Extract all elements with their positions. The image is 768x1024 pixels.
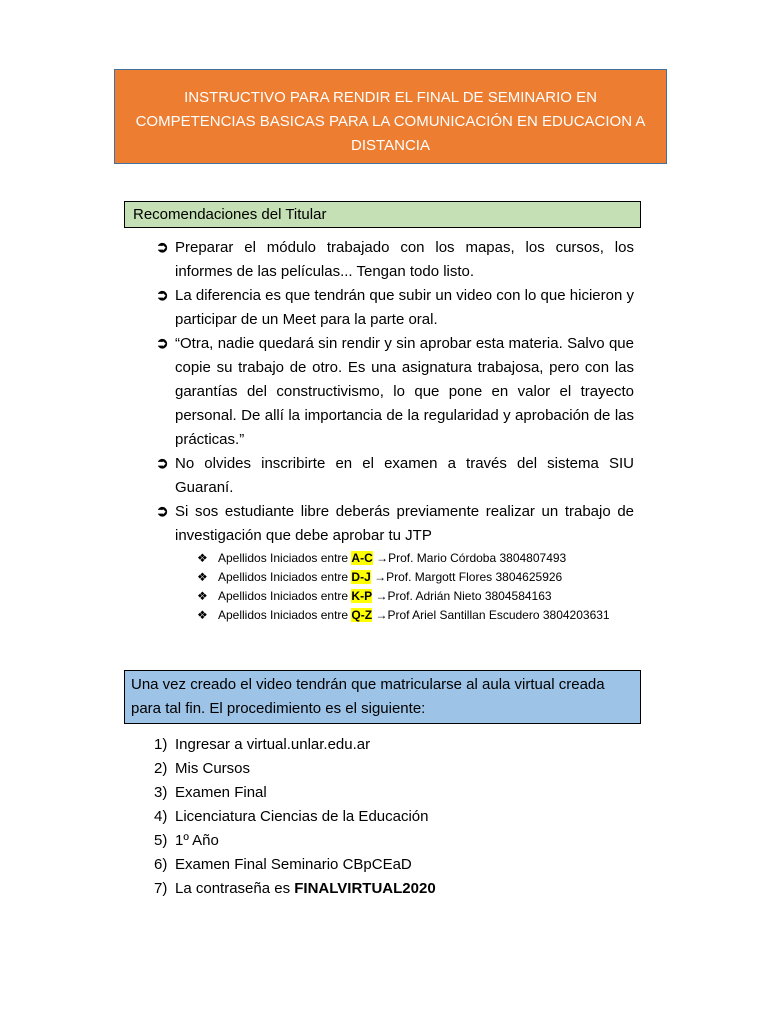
diamond-bullet-icon: ❖ [197,589,208,603]
recommendation-item [156,332,634,452]
step-number: 6) [154,856,168,873]
right-arrow-icon: → [374,570,387,584]
recommendation-text: Si sos estudiante libre deberás previamente realizar un trabajo de investigación que debe aprobar tu JTP [175,503,634,544]
step-number: 2) [154,760,168,777]
step-text: Licenciatura Ciencias de la Educación [175,808,429,825]
jtp-prefix: Apellidos Iniciados entre [218,589,352,603]
title-line-3: DISTANCIA [351,137,430,154]
procedure-heading: Una vez creado el video tendrán que matricularse al aula virtual creada para tal fin. El procedimiento es el siguiente: [124,670,641,724]
jtp-contact-item [197,587,657,606]
recommendation-text: Preparar el módulo trabajado con los mapas, los cursos, los informes de las películas... Tengan todo listo. [175,239,634,280]
recommendation-item [156,236,634,284]
diamond-bullet-icon: ❖ [197,608,208,622]
procedure-step [154,781,436,805]
arrow-bullet-icon: ➲ [156,503,169,520]
arrow-bullet-icon: ➲ [156,335,169,352]
recommendation-text: No olvides inscribirte en el examen a través del sistema SIU Guaraní. [175,455,634,496]
arrow-bullet-icon: ➲ [156,239,169,256]
procedure-step [154,733,436,757]
step-text: Examen Final Seminario CBpCEaD [175,856,412,873]
jtp-contact: Prof. Margott Flores 3804625926 [386,570,563,584]
recommendation-item [156,452,634,500]
procedure-step [154,757,436,781]
jtp-prefix: Apellidos Iniciados entre [218,570,352,584]
right-arrow-icon: → [375,589,388,603]
title-line-1: INSTRUCTIVO PARA RENDIR EL FINAL DE SEMINARIO EN [184,89,597,106]
surname-range-highlight: D-J [351,570,371,584]
step-text: La contraseña es [175,880,295,897]
step-text: Examen Final [175,784,267,801]
recommendation-text: La diferencia es que tendrán que subir un video con lo que hicieron y participar de un Meet para la parte oral. [175,287,634,328]
procedure-step [154,829,436,853]
step-text: Mis Cursos [175,760,251,777]
jtp-prefix: Apellidos Iniciados entre [218,551,352,565]
procedure-step [154,853,436,877]
step-number: 7) [154,880,168,897]
procedure-steps-list [154,733,436,901]
diamond-bullet-icon: ❖ [197,570,208,584]
step-number: 5) [154,832,168,849]
password-value: FINALVIRTUAL2020 [294,880,436,897]
recommendations-heading: Recomendaciones del Titular [124,201,641,228]
diamond-bullet-icon: ❖ [197,551,208,565]
right-arrow-icon: → [376,551,389,565]
recommendation-text: “Otra, nadie quedará sin rendir y sin aprobar esta materia. Salvo que copie su trabajo de otro. Es una asignatura trabajosa, pero con las garantías del constructivismo, lo que pone en valor el trayecto personal. De allí la importancia de la regularidad y aprobación de las prácticas.” [175,335,634,448]
recommendations-list [156,236,634,548]
jtp-contact: Prof. Adrián Nieto 3804584163 [387,589,552,603]
jtp-contact-item [197,606,657,625]
procedure-step [154,877,436,901]
procedure-step [154,805,436,829]
step-number: 1) [154,736,168,753]
step-text: 1º Año [175,832,219,849]
surname-range-highlight: Q-Z [351,608,373,622]
right-arrow-icon: → [375,608,388,622]
recommendation-item [156,284,634,332]
document-title-box [114,69,667,164]
jtp-contact-item [197,549,657,568]
recommendation-item [156,500,634,548]
jtp-prefix: Apellidos Iniciados entre [218,608,352,622]
surname-range-highlight: K-P [351,589,373,603]
step-number: 4) [154,808,168,825]
jtp-contact-item [197,568,657,587]
surname-range-highlight: A-C [351,551,373,565]
jtp-contact: Prof. Mario Córdoba 3804807493 [388,551,567,565]
step-number: 3) [154,784,168,801]
jtp-contact: Prof Ariel Santillan Escudero 3804203631 [387,608,610,622]
title-line-2: COMPETENCIAS BASICAS PARA LA COMUNICACIÓN EN EDUCACION A [135,113,646,130]
step-text: Ingresar a virtual.unlar.edu.ar [175,736,371,753]
jtp-contact-list [197,549,657,625]
arrow-bullet-icon: ➲ [156,455,169,472]
arrow-bullet-icon: ➲ [156,287,169,304]
